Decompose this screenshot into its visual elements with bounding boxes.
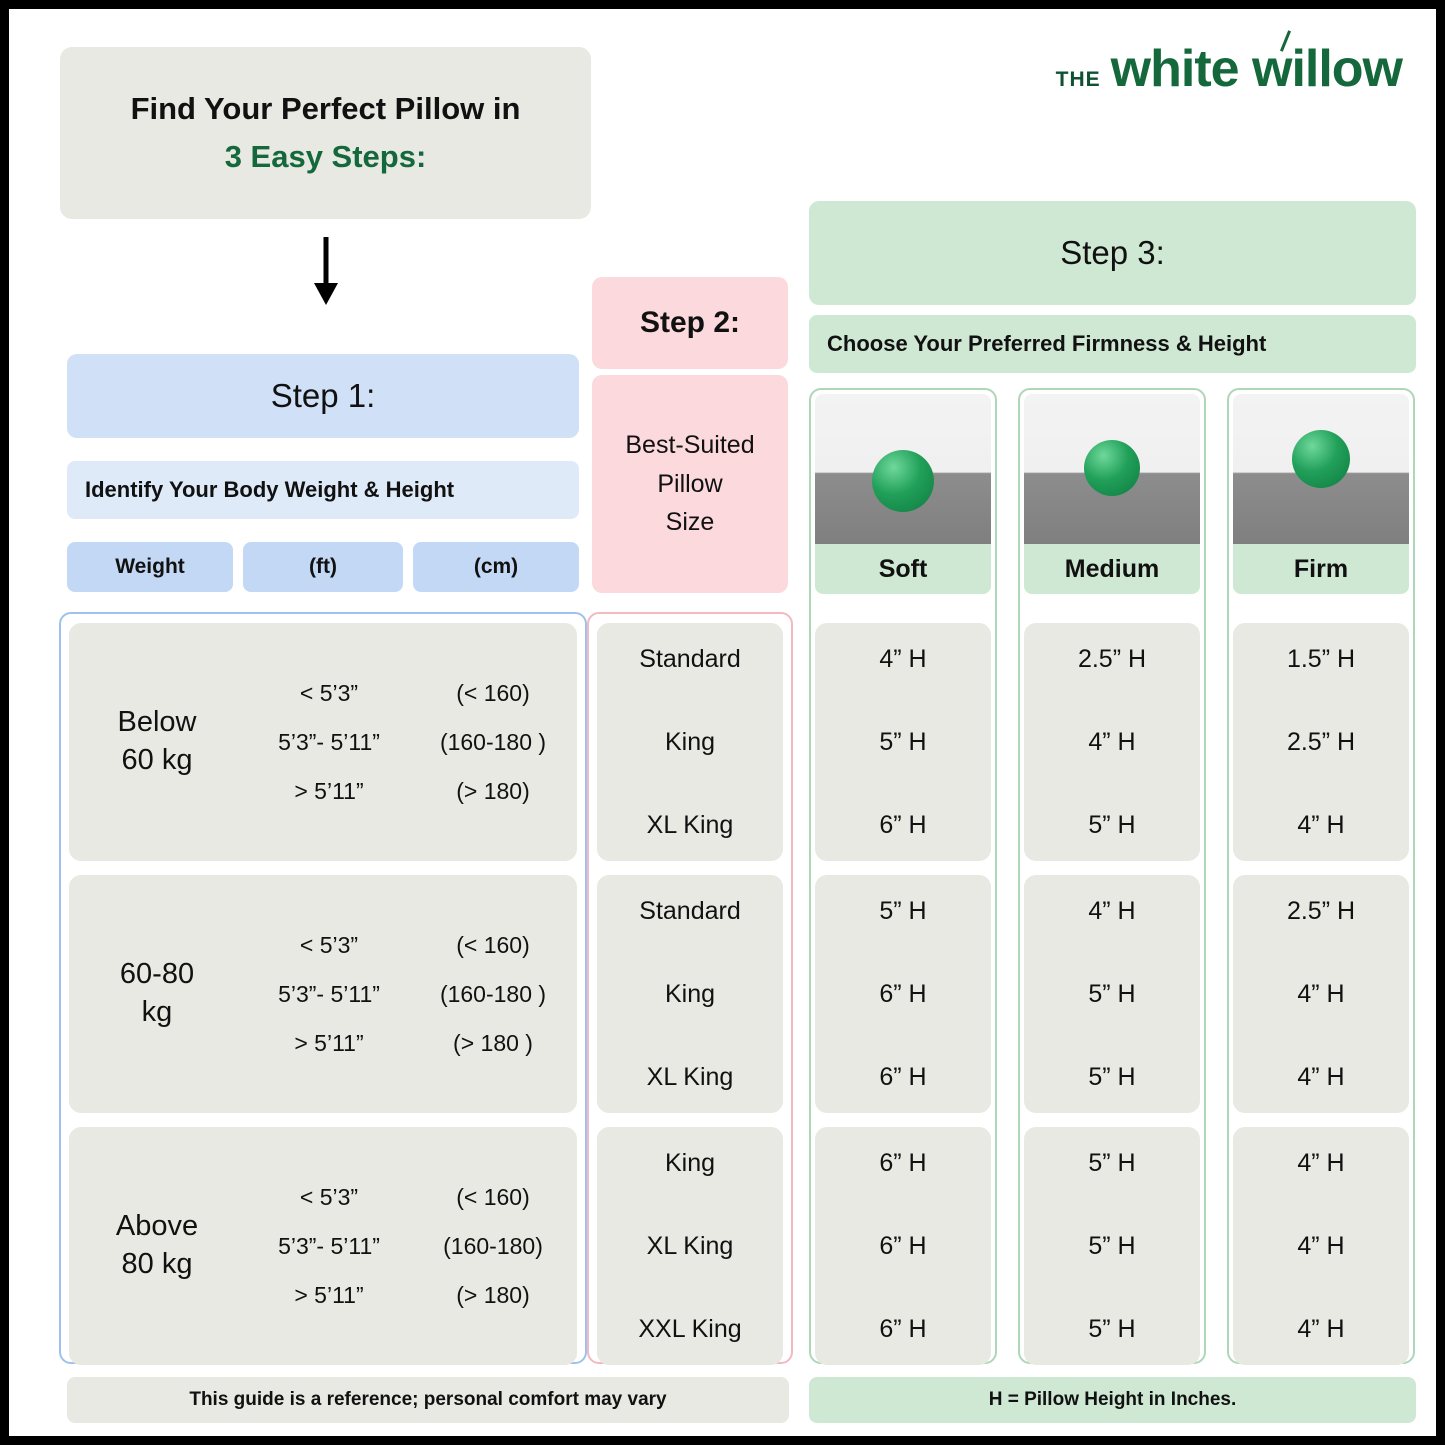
pillow-height: 4” H <box>1297 1231 1345 1260</box>
list-item <box>245 1282 577 1309</box>
pillow-size: King <box>664 727 716 756</box>
pillow-height: 6” H <box>879 1231 927 1260</box>
pillow-height: 5” H <box>1088 1062 1136 1091</box>
pillow-height: 5” H <box>1088 1314 1136 1343</box>
pillow-height: 6” H <box>879 1314 927 1343</box>
height-cm: (> 180) <box>456 1281 530 1308</box>
pillow-height: 6” H <box>879 1148 927 1177</box>
brand-prefix: THE <box>1055 68 1101 91</box>
pillow-height: 4” H <box>1088 727 1136 756</box>
height-cm: (160-180 ) <box>439 728 547 755</box>
step1-weight-label-line2: 60 kg <box>121 744 193 776</box>
step1-heading: Step 1: <box>67 354 579 438</box>
step3-column-medium: Medium <box>1024 544 1200 594</box>
step3-subheading: Choose Your Preferred Firmness & Height <box>809 315 1416 373</box>
height-ft: < 5’3” <box>299 931 359 958</box>
soft-pillow-photo <box>815 394 991 544</box>
pillow-height: 4” H <box>1297 1314 1345 1343</box>
pillow-size: Standard <box>639 644 741 673</box>
pillow-size: XXL King <box>638 1314 742 1343</box>
pillow-height: 4” H <box>1297 979 1345 1008</box>
table-row <box>597 875 783 1113</box>
table-cell <box>1233 1127 1409 1365</box>
step1-height-list <box>245 680 577 805</box>
step3-footnote: H = Pillow Height in Inches. <box>809 1377 1416 1423</box>
pillow-height: 5” H <box>879 896 927 925</box>
height-ft: < 5’3” <box>299 1183 359 1210</box>
height-ft: > 5’11” <box>294 1281 364 1308</box>
step3-column-soft: Soft <box>815 544 991 594</box>
height-ft: 5’3”- 5’11” <box>278 980 380 1007</box>
firm-pillow-photo <box>1233 394 1409 544</box>
table-cell <box>1024 623 1200 861</box>
list-item <box>245 1184 577 1211</box>
pillow-size: XL King <box>646 1231 734 1260</box>
table-cell <box>815 1127 991 1365</box>
height-ft: > 5’11” <box>294 1029 364 1056</box>
pillow-height: 5” H <box>1088 1148 1136 1177</box>
pillow-height: 4” H <box>1297 810 1345 839</box>
step1-column-weight: Weight <box>67 542 233 592</box>
table-cell <box>1024 1127 1200 1365</box>
step3-column-firm: Firm <box>1233 544 1409 594</box>
step1-weight-label-line2: 80 kg <box>121 1248 193 1280</box>
table-cell <box>815 875 991 1113</box>
list-item <box>245 778 577 805</box>
step3-heading: Step 3: <box>809 201 1416 305</box>
green-ball-icon <box>872 450 934 512</box>
list-item <box>245 1030 577 1057</box>
pillow-height: 2.5” H <box>1286 896 1356 925</box>
page-title <box>60 47 591 219</box>
medium-pillow-photo <box>1024 394 1200 544</box>
table-cell <box>1024 875 1200 1113</box>
pillow-size: Standard <box>639 896 741 925</box>
pillow-size: King <box>664 979 716 1008</box>
table-cell <box>1233 875 1409 1113</box>
down-arrow-icon <box>309 237 343 305</box>
step1-weight-label-line1: Below <box>117 706 197 739</box>
step1-column-cm: (cm) <box>413 542 579 592</box>
height-cm: (< 160) <box>456 679 530 706</box>
table-cell <box>815 623 991 861</box>
pillow-size: XL King <box>646 1062 734 1091</box>
brand-name <box>1111 39 1402 99</box>
pillow-height: 6” H <box>879 810 927 839</box>
height-cm: (< 160) <box>456 931 530 958</box>
pillow-height: 5” H <box>1088 810 1136 839</box>
green-ball-icon <box>1292 430 1350 488</box>
step1-weight-label <box>69 1208 245 1283</box>
pillow-size: XL King <box>646 810 734 839</box>
list-item <box>245 729 577 756</box>
pillow-height: 5” H <box>1088 979 1136 1008</box>
pillow-height: 5” H <box>879 727 927 756</box>
height-cm: (160-180) <box>443 1232 543 1259</box>
pillow-height: 2.5” H <box>1286 727 1356 756</box>
height-ft: 5’3”- 5’11” <box>278 728 380 755</box>
list-item <box>245 932 577 959</box>
step1-weight-label-line1: Above <box>115 1210 199 1243</box>
table-row <box>69 1127 577 1365</box>
brand-name-text: white willow <box>1110 40 1402 98</box>
step1-subheading: Identify Your Body Weight & Height <box>67 461 579 519</box>
table-cell <box>1233 623 1409 861</box>
pillow-height: 4” H <box>1297 1148 1345 1177</box>
pillow-height: 4” H <box>1297 1062 1345 1091</box>
page-title-line1: Find Your Perfect Pillow in <box>130 91 521 126</box>
green-ball-icon <box>1084 440 1140 496</box>
pillow-height: 1.5” H <box>1286 644 1356 673</box>
table-row <box>597 623 783 861</box>
list-item <box>245 1233 577 1260</box>
table-row <box>69 875 577 1113</box>
height-ft: < 5’3” <box>299 679 359 706</box>
pillow-height: 5” H <box>1088 1231 1136 1260</box>
height-cm: (> 180 ) <box>453 1029 533 1056</box>
step2-subheading-line3: Size <box>665 508 715 537</box>
list-item <box>245 680 577 707</box>
step1-height-list <box>245 1184 577 1309</box>
table-row <box>597 1127 783 1365</box>
height-cm: (< 160) <box>456 1183 530 1210</box>
step1-column-ft: (ft) <box>243 542 403 592</box>
pillow-height: 4” H <box>879 644 927 673</box>
step1-height-list <box>245 932 577 1057</box>
pillow-height: 2.5” H <box>1077 644 1147 673</box>
height-ft: 5’3”- 5’11” <box>278 1232 380 1259</box>
pillow-size: King <box>664 1148 716 1177</box>
list-item <box>245 981 577 1008</box>
step2-subheading-line1: Best-Suited <box>625 430 755 459</box>
height-cm: (> 180) <box>456 777 530 804</box>
height-ft: > 5’11” <box>294 777 364 804</box>
step2-subheading-line2: Pillow <box>657 469 723 498</box>
step2-subheading <box>592 375 788 593</box>
step1-weight-label-line2: kg <box>141 996 173 1028</box>
pillow-height: 6” H <box>879 979 927 1008</box>
pillow-height: 6” H <box>879 1062 927 1091</box>
step1-weight-label <box>69 704 245 779</box>
height-cm: (160-180 ) <box>439 980 547 1007</box>
table-row <box>69 623 577 861</box>
step2-heading: Step 2: <box>592 277 788 369</box>
step1-footnote: This guide is a reference; personal comfort may vary <box>67 1377 789 1423</box>
brand-logo <box>1056 39 1402 99</box>
page-title-line2: 3 Easy Steps: <box>224 139 427 174</box>
step1-weight-label <box>69 956 245 1031</box>
step1-weight-label-line1: 60-80 <box>119 958 195 991</box>
pillow-height: 4” H <box>1088 896 1136 925</box>
